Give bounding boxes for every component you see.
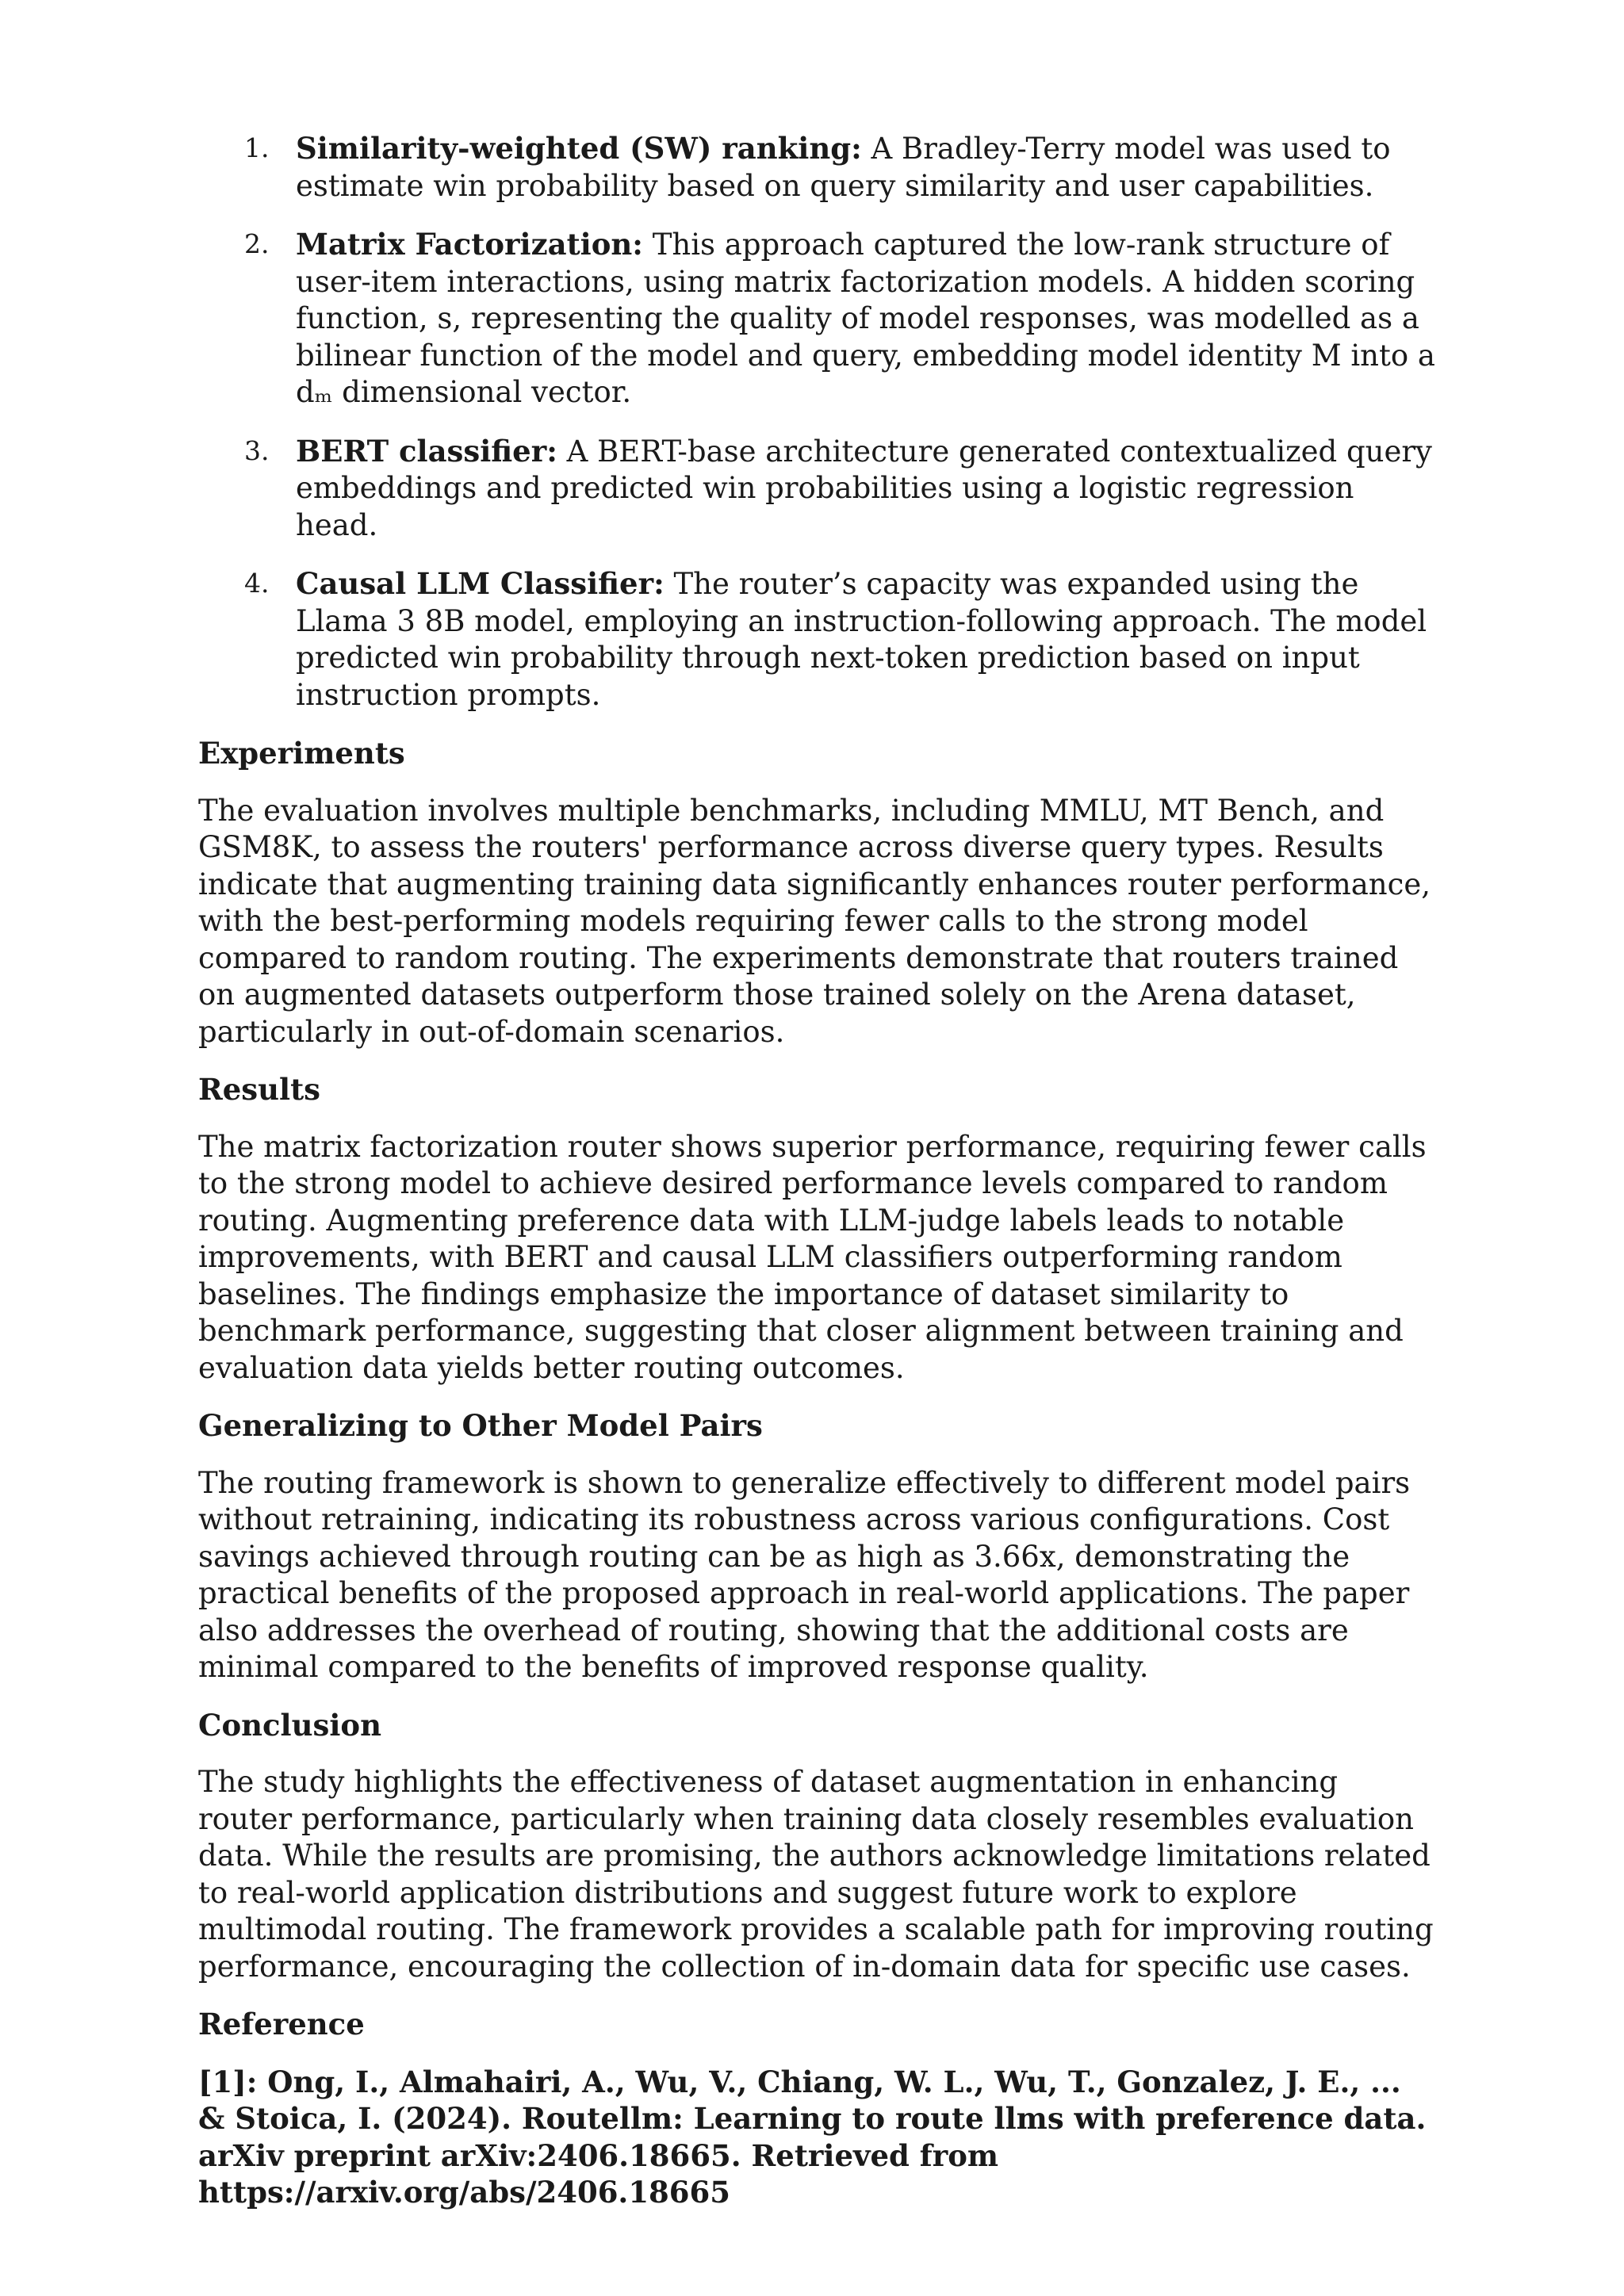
section-body-conclusion: The study highlights the effectiveness of dataset augmentation in enhancing router performance, particularly when training data closely resembles evaluation data. While the results are promising, the authors acknowledge limitations related to real-world application distributions and suggest future work to explore multimodal routing. The framework provides a scalable path for improving routing performance, encouraging the collection of in-domain data for specific use cases. — [198, 1765, 1434, 1984]
list-item — [198, 130, 1435, 205]
list-item-term: Similarity-weighted (SW) ranking: — [296, 131, 862, 166]
section-body-experiments: The evaluation involves multiple benchmarks, including MMLU, MT Bench, and GSM8K, to assess the routers' performance across diverse query types. Results indicate that augmenting training data significantly enhances router performance, with the best-performing models requiring fewer calls to the strong model compared to random routing. The experiments demonstrate that routers trained on augmented datasets outperform those trained solely on the Arena dataset, particularly in out-of-domain scenarios. — [198, 793, 1431, 1049]
list-item-number: 1. — [244, 132, 270, 163]
list-item-text: The router’s capacity was expanded using the Llama 3 8B model, employing an instruction-following approach. The model predicted win probability through next-token prediction based on input instruction prompts. — [296, 567, 1427, 712]
list-item-term: BERT classifier: — [296, 433, 557, 469]
list-item-term: Causal LLM Classifier: — [296, 566, 665, 601]
list-item-number: 2. — [244, 228, 270, 259]
section-heading-reference: Reference — [198, 2007, 365, 2042]
section-heading-results: Results — [198, 1072, 320, 1107]
list-item — [198, 433, 1435, 545]
section-heading-experiments: Experiments — [198, 736, 405, 771]
list-item-text: A Bradley-Terry model was used to estimate win probability based on query similarity and user capabilities. — [296, 132, 1391, 203]
reference-citation: [1]: Ong, I., Almahairi, A., Wu, V., Chiang, W. L., Wu, T., Gonzalez, J. E., ... & Stoica, I. (2024). Routellm: Learning to route llms with preference data. arXiv preprint arXiv:2406.18665. Retrieved from https://arxiv.org/abs/2406.18665 — [198, 2064, 1427, 2210]
list-item — [198, 226, 1435, 411]
list-item-term: Matrix Factorization: — [296, 227, 643, 262]
list-item — [198, 565, 1435, 714]
section-body-results: The matrix factorization router shows superior performance, requiring fewer calls to the strong model to achieve desired performance levels compared to random routing. Augmenting preference data with LLM-judge labels leads to notable improvements, with BERT and causal LLM classifiers outperforming random baselines. The findings emphasize the importance of dataset similarity to benchmark performance, suggesting that closer alignment between training and evaluation data yields better routing outcomes. — [198, 1129, 1427, 1385]
document-page — [198, 130, 1435, 2211]
list-item-number: 3. — [244, 434, 270, 466]
list-item-text: A BERT-base architecture generated contextualized query embeddings and predicted win probabilities using a logistic regression head. — [296, 434, 1432, 542]
section-heading-conclusion: Conclusion — [198, 1707, 381, 1743]
list-item-text: This approach captured the low-rank structure of user-item interactions, using matrix factorization models. A hidden scoring function, s, representing the quality of model responses, was modelled as a bilinear function of the model and query, embedding model identity M into a dₘ dimensional vector. — [296, 228, 1435, 409]
list-item-number: 4. — [244, 568, 270, 599]
section-body-generalizing: The routing framework is shown to generalize effectively to different model pairs without retraining, indicating its robustness across various configurations. Cost savings achieved through routing can be as high as 3.66x, demonstrating the practical benefits of the proposed approach in real-world applications. The paper also addresses the overhead of routing, showing that the additional costs are minimal compared to the benefits of improved response quality. — [198, 1465, 1411, 1684]
section-heading-generalizing: Generalizing to Other Model Pairs — [198, 1408, 763, 1443]
router-methods-list — [198, 130, 1435, 714]
